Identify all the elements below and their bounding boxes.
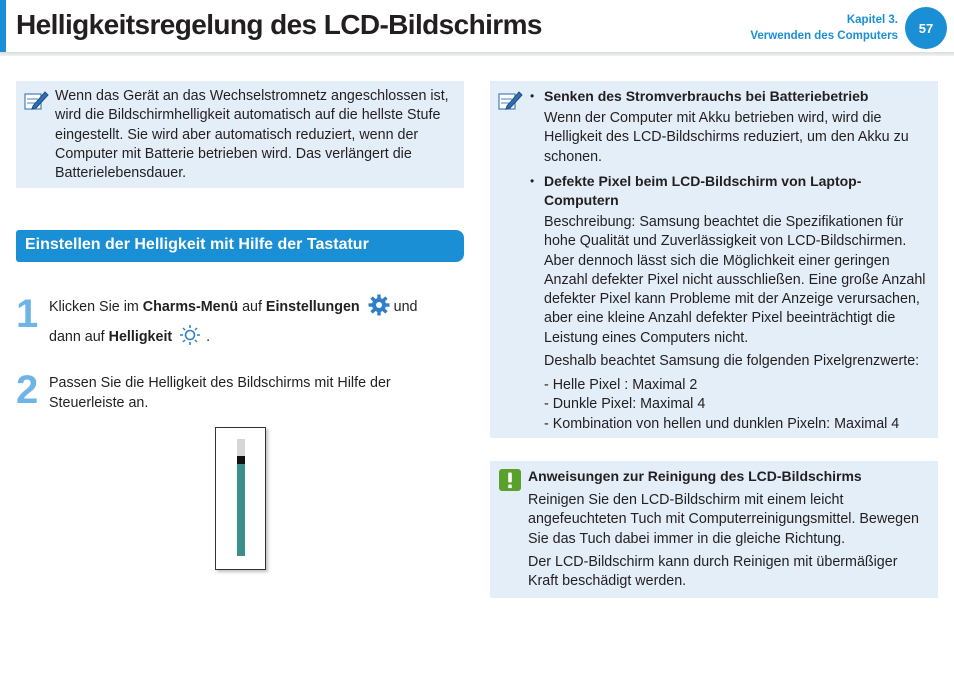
charms-menu-label: Charms-Menü — [142, 299, 239, 315]
bullet-1-text: Wenn der Computer mit Akku betrieben wird, wird die Helligkeit des LCD-Bildschirms reduziert, um den Akku zu schonen. — [544, 110, 909, 165]
step-2-text: Passen Sie die Helligkeit des Bildschirms mit Hilfe der Steuerleiste an. — [49, 375, 391, 411]
bullet-1-heading: Senken des Stromverbrauchs bei Batteriebetrieb — [544, 88, 869, 104]
section-heading: Einstellen der Helligkeit mit Hilfe der Tastatur — [16, 230, 464, 262]
chapter-label — [750, 12, 898, 44]
page-title: Helligkeitsregelung des LCD-Bildschirms — [16, 9, 542, 40]
exclamation-icon — [499, 469, 521, 496]
header-divider — [0, 52, 954, 56]
brightness-slider-thumb[interactable] — [237, 456, 245, 464]
warning-text-1: Reinigen Sie den LCD-Bildschirm mit einem leicht angefeuchteten Tuch mit Computerreinigungsmittel. Bewegen Sie das Tuch dabei immer in die gleiche Richtung. — [528, 492, 920, 547]
warning-box-cleaning — [490, 461, 938, 598]
pixel-limits-list — [544, 376, 936, 434]
bullet-dot: • — [530, 174, 535, 188]
chapter-title: Verwenden des Computers — [750, 30, 898, 42]
step-1-text-part: Klicken Sie im — [49, 299, 143, 315]
bullet-2-heading: Defekte Pixel beim LCD-Bildschirm von Laptop-Computern — [544, 173, 862, 208]
note-box-display-info — [490, 81, 938, 438]
step-1-text-part: auf — [238, 299, 266, 315]
brightness-slider-panel — [215, 427, 266, 570]
brightness-label: Helligkeit — [108, 329, 173, 345]
chapter-number: Kapitel 3. — [846, 14, 898, 26]
pencil-note-icon — [498, 89, 524, 118]
note-box-battery — [16, 81, 464, 188]
note-text: Wenn das Gerät an das Wechselstromnetz angeschlossen ist, wird die Bildschirmhelligkeit automatisch auf die hellste Stufe eingestellt. Sie wird aber automatisch reduziert, wenn der Computer mit Batterie betrieben wird. Das verlängert die Batterielebensdauer. — [55, 88, 449, 182]
sun-icon — [178, 324, 202, 352]
settings-label: Einstellungen — [265, 299, 360, 315]
step-1-text-part: . — [206, 329, 211, 345]
brightness-slider-track[interactable] — [237, 439, 245, 556]
warning-heading: Anweisungen zur Reinigung des LCD-Bildschirms — [528, 468, 862, 484]
step-number-1: 1 — [16, 292, 39, 336]
list-item: - Dunkle Pixel: Maximal 4 — [544, 396, 706, 413]
header-accent-bar — [0, 0, 6, 52]
bullet-dot: • — [530, 89, 535, 103]
pencil-note-icon — [24, 89, 50, 118]
step-1-text — [49, 294, 469, 352]
list-item: - Helle Pixel : Maximal 2 — [544, 377, 698, 393]
step-1-text-part: und — [393, 299, 418, 315]
brightness-slider-fill — [237, 458, 245, 556]
gear-icon — [368, 294, 390, 322]
step-number-2: 2 — [16, 368, 39, 412]
list-item: - Kombination von hellen und dunklen Pixeln: Maximal 4 — [544, 415, 900, 432]
bullet-2-text-2: Deshalb beachtet Samsung die folgenden Pixelgrenzwerte: — [544, 353, 920, 369]
page-number-badge: 57 — [905, 7, 947, 49]
bullet-2-text: Beschreibung: Samsung beachtet die Spezifikationen für hohe Qualität und Zuverlässigkeit von LCD-Bildschirmen. Aber dennoch lässt sich die Möglichkeit einer geringen Anzahl defekter Pixel nicht ausschließen. Eine große Anzahl defekter Pixel kann Probleme mit der Anzeige verursachen, aber eine kleine Anzahl defekter Pixel beeinträchtigt die Leistung eines Computers nicht. — [544, 214, 926, 346]
step-1-text-part: dann auf — [49, 329, 109, 345]
warning-text-2: Der LCD-Bildschirm kann durch Reinigen mit übermäßiger Kraft beschädigt werden. — [528, 554, 898, 590]
